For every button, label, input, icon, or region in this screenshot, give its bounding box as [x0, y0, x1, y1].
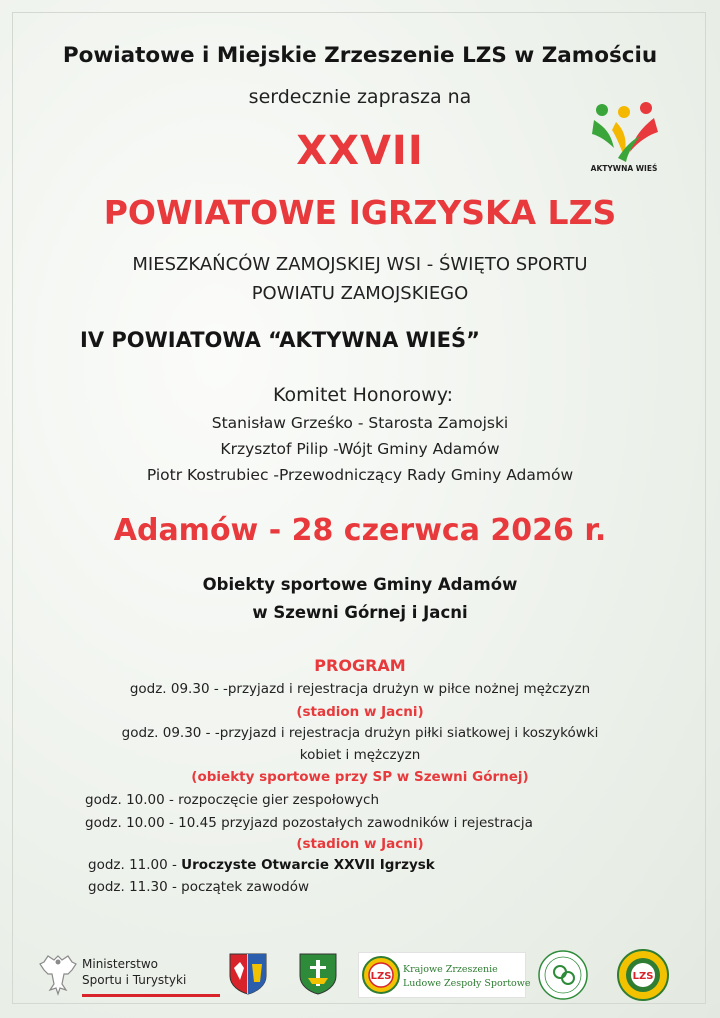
edition-number: XXVII: [296, 128, 424, 174]
event-title: POWIATOWE IGRZYSKA LZS: [103, 193, 617, 232]
program-item-continuation: kobiet i mężczyzn: [299, 747, 421, 763]
program-item-opening: Uroczyste Otwarcie XXVII Igrzysk: [181, 857, 435, 873]
aktywna-wies-logo-label: AKTYWNA WIEŚ: [590, 164, 658, 173]
powiat-coat-of-arms-icon: [228, 952, 268, 1000]
svg-text:LZS: LZS: [370, 971, 392, 982]
ministry-line2: Sportu i Turystyki: [82, 973, 187, 987]
event-subtitle-line2: POWIATU ZAMOJSKIEGO: [251, 283, 469, 304]
ministry-name: [82, 956, 186, 988]
place-and-date: Adamów - 28 czerwca 2026 r.: [113, 513, 607, 548]
invite-text: serdecznie zaprasza na: [248, 86, 472, 108]
program-item: godz. 11.30 - początek zawodów: [88, 879, 310, 895]
active-village-title: IV POWIATOWA “AKTYWNA WIEŚ”: [80, 328, 480, 352]
program-item: godz. 10.00 - 10.45 przyjazd pozostałych zawodników i rejestracja: [85, 815, 533, 831]
program-item: [88, 857, 435, 873]
program-item: godz. 10.00 - rozpoczęcie gier zespołowych: [85, 792, 380, 808]
program-location: (obiekty sportowe przy SP w Szewni Górnej): [191, 769, 529, 785]
ministry-red-line: [82, 994, 220, 997]
program-location: (stadion w Jacni): [296, 704, 424, 720]
committee-title: Komitet Honorowy:: [273, 384, 453, 406]
organization-name: Powiatowe i Miejskie Zrzeszenie LZS w Zamościu: [62, 43, 658, 68]
venue-line1: Obiekty sportowe Gminy Adamów: [202, 575, 518, 594]
eagle-emblem-icon: [38, 950, 78, 996]
program-location: (stadion w Jacni): [296, 836, 424, 852]
program-item-time: godz. 11.00 -: [88, 857, 182, 873]
krajowe-zrzeszenie-name: [403, 963, 531, 991]
program-item: godz. 09.30 - -przyjazd i rejestracja drużyn piłki siatkowej i koszykówki: [121, 725, 599, 741]
krajowe-line2: Ludowe Zespoły Sportowe: [403, 978, 531, 989]
committee-member: Stanisław Grześko - Starosta Zamojski: [211, 414, 509, 432]
lzs-round-emblem-icon: [616, 948, 670, 1006]
footer-logos: [0, 944, 720, 1008]
ministry-line1: Ministerstwo: [82, 957, 159, 971]
program-item: godz. 09.30 - -przyjazd i rejestracja drużyn w piłce nożnej mężczyzn: [129, 681, 591, 697]
program-title: PROGRAM: [314, 656, 406, 675]
svg-text:LZS: LZS: [632, 971, 654, 982]
venue-line2: w Szewni Górnej i Jacni: [252, 603, 468, 622]
anniversary-emblem-icon: [538, 948, 588, 1006]
krajowe-zrzeszenie-logo: [358, 952, 531, 998]
krajowe-line1: Krajowe Zrzeszenie: [403, 964, 498, 975]
lzs-emblem-icon: [361, 955, 401, 995]
event-subtitle-line1: MIESZKAŃCÓW ZAMOJSKIEJ WSI - ŚWIĘTO SPORTU: [132, 254, 588, 275]
committee-member: Piotr Kostrubiec -Przewodniczący Rady Gminy Adamów: [146, 466, 574, 484]
committee-member: Krzysztof Pilip -Wójt Gminy Adamów: [220, 440, 500, 458]
gmina-coat-of-arms-icon: [298, 952, 338, 1000]
ministry-logo: [38, 950, 188, 996]
